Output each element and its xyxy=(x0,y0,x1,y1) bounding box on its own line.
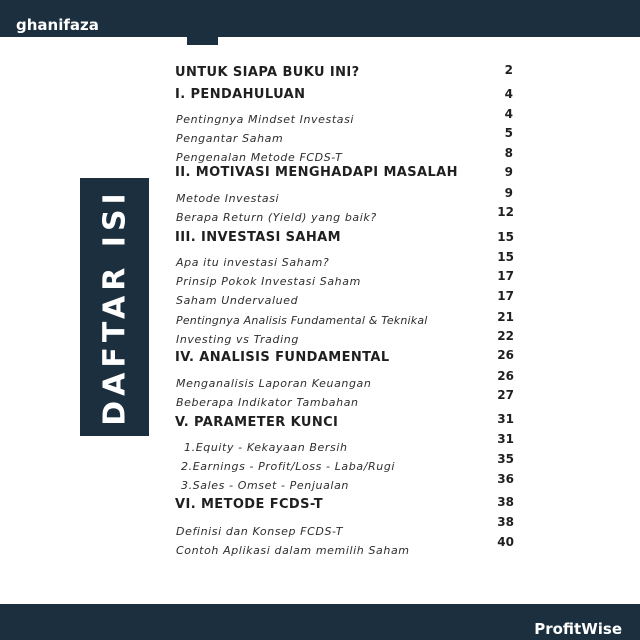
brand-name: ProfitWise xyxy=(534,620,622,638)
toc-heading: III. INVESTASI SAHAM xyxy=(175,230,341,245)
toc-page-number: 31 xyxy=(497,432,514,446)
toc-subentry: Saham Undervalued xyxy=(176,294,299,307)
toc-page-number: 36 xyxy=(497,472,514,486)
toc-subentry: 2.Earnings - Profit/Loss - Laba/Rugi xyxy=(181,460,396,473)
toc-page-number: 38 xyxy=(497,515,514,529)
toc-heading: II. MOTIVASI MENGHADAPI MASALAH xyxy=(175,165,458,180)
author-name: ghanifaza xyxy=(16,16,99,34)
toc-page-number: 9 xyxy=(504,165,513,179)
toc-subentry: Beberapa Indikator Tambahan xyxy=(176,396,359,409)
toc-subentry: 3.Sales - Omset - Penjualan xyxy=(181,479,349,492)
toc-page-number: 9 xyxy=(504,186,513,200)
toc-heading: UNTUK SIAPA BUKU INI? xyxy=(175,65,360,80)
toc-page-number: 31 xyxy=(497,412,514,426)
toc-subentry: Apa itu investasi Saham? xyxy=(176,256,330,269)
toc-subentry: Investing vs Trading xyxy=(176,333,299,346)
toc-subentry: Berapa Return (Yield) yang baik? xyxy=(176,211,377,224)
toc-heading: IV. ANALISIS FUNDAMENTAL xyxy=(175,350,390,365)
side-title: DAFTAR ISI xyxy=(97,188,132,426)
toc-page-number: 15 xyxy=(497,230,514,244)
toc-heading: V. PARAMETER KUNCI xyxy=(175,415,339,430)
toc-page-number: 22 xyxy=(497,329,514,343)
toc-subentry: Definisi dan Konsep FCDS-T xyxy=(176,525,344,538)
toc-page-number: 4 xyxy=(504,87,513,101)
toc-page-number: 21 xyxy=(497,310,514,324)
side-title-box xyxy=(80,178,149,436)
toc-subentry: Pengenalan Metode FCDS-T xyxy=(176,151,343,164)
toc-page-number: 27 xyxy=(497,388,514,402)
toc-subentry: Prinsip Pokok Investasi Saham xyxy=(176,275,361,288)
toc-page-number: 2 xyxy=(504,63,513,77)
toc-page-number: 35 xyxy=(497,452,514,466)
toc-subentry: Pengantar Saham xyxy=(176,132,284,145)
toc-page-number: 4 xyxy=(504,107,513,121)
header-bar xyxy=(0,0,640,37)
toc-page-number: 8 xyxy=(504,146,513,160)
toc-page-number: 26 xyxy=(497,369,514,383)
toc-page-number: 38 xyxy=(497,495,514,509)
header-tab-decoration xyxy=(187,37,218,45)
toc-subentry: Metode Investasi xyxy=(176,192,280,205)
toc-page-number: 17 xyxy=(497,269,514,283)
toc-heading: I. PENDAHULUAN xyxy=(175,87,306,102)
toc-subentry: Pentingnya Analisis Fundamental & Teknikal xyxy=(176,314,428,327)
toc-subentry: Pentingnya Mindset Investasi xyxy=(176,113,355,126)
toc-page-number: 40 xyxy=(497,535,514,549)
toc-page-number: 26 xyxy=(497,348,514,362)
toc-page-number: 5 xyxy=(504,126,513,140)
footer-bar xyxy=(0,604,640,640)
toc-subentry: 1.Equity - Kekayaan Bersih xyxy=(184,441,348,454)
toc-page-number: 12 xyxy=(497,205,514,219)
toc-subentry: Contoh Aplikasi dalam memilih Saham xyxy=(176,544,410,557)
toc-subentry: Menganalisis Laporan Keuangan xyxy=(176,377,372,390)
toc-page-number: 17 xyxy=(497,289,514,303)
toc-heading: VI. METODE FCDS-T xyxy=(175,497,324,512)
toc-page-number: 15 xyxy=(497,250,514,264)
